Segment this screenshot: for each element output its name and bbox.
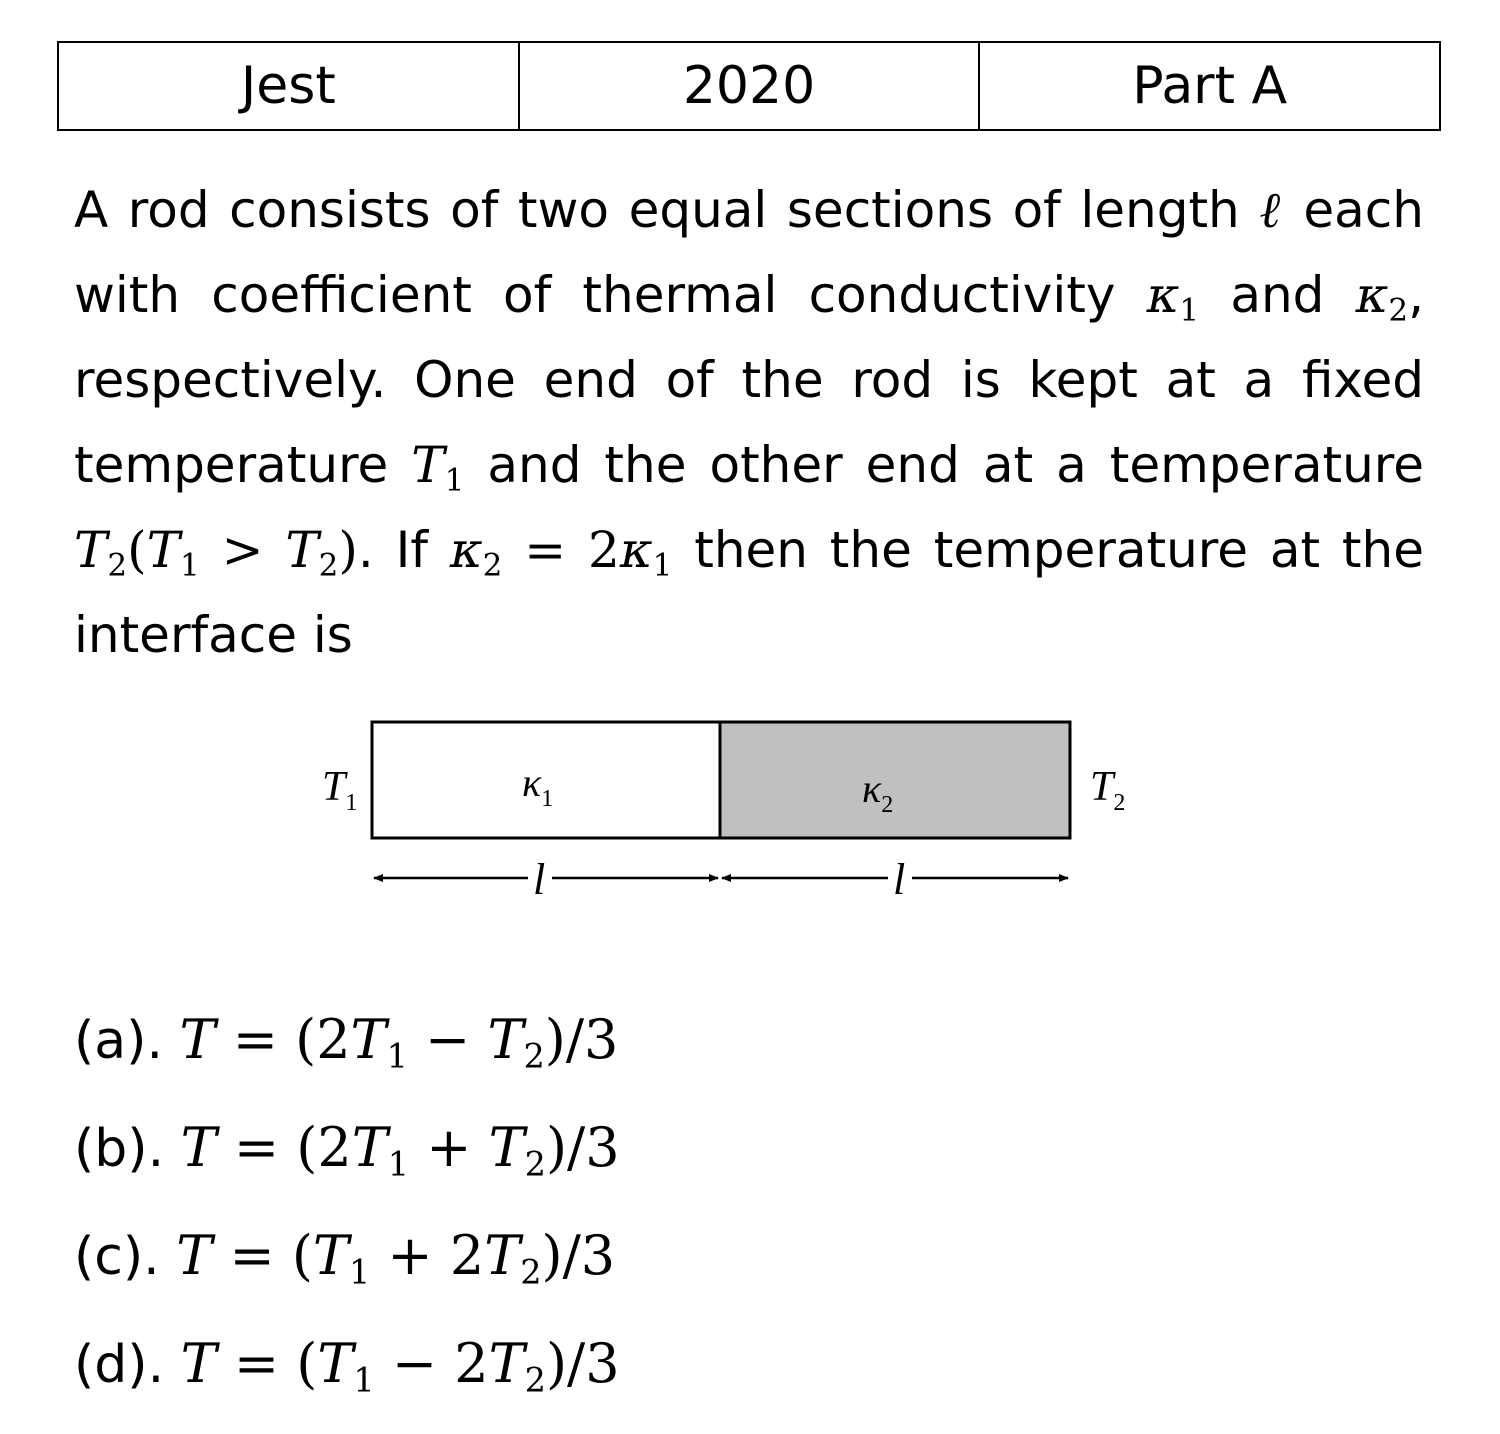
kappa2-label: $\kappa_2$ bbox=[862, 766, 894, 818]
option-expression: $T = (2T_1 + T_2)/3$ bbox=[180, 1116, 620, 1184]
length-label-2: l bbox=[893, 855, 906, 900]
header-year: 2020 bbox=[520, 43, 981, 129]
header-part: Part A bbox=[1132, 56, 1288, 116]
option-label: (d). bbox=[74, 1335, 165, 1395]
option-b[interactable] bbox=[74, 1108, 974, 1216]
length-label-1: l bbox=[533, 855, 546, 900]
rod-section-1 bbox=[372, 722, 720, 838]
option-label: (c). bbox=[74, 1227, 160, 1287]
option-label: (b). bbox=[74, 1119, 165, 1179]
t2-condition: $T_2(T_1 > T_2)$ bbox=[74, 521, 358, 584]
kappa1-symbol: $\kappa_1$ bbox=[1146, 266, 1200, 329]
right-temperature-label: $T_2$ bbox=[1090, 764, 1126, 816]
option-c[interactable] bbox=[74, 1216, 974, 1324]
header-table bbox=[57, 41, 1441, 131]
option-label: (a). bbox=[74, 1011, 163, 1071]
option-expression: $T = (2T_1 - T_2)/3$ bbox=[179, 1008, 619, 1076]
option-a[interactable] bbox=[74, 1000, 974, 1108]
answer-options bbox=[74, 1000, 974, 1432]
t1-symbol: $T_1$ bbox=[411, 436, 465, 499]
length-symbol: ℓ bbox=[1259, 181, 1284, 239]
option-expression: $T = (T_1 - 2T_2)/3$ bbox=[180, 1332, 620, 1400]
rod-diagram bbox=[300, 710, 1160, 900]
kappa2-symbol: $\kappa_2$ bbox=[1355, 266, 1409, 329]
option-expression: $T = (T_1 + 2T_2)/3$ bbox=[176, 1224, 616, 1292]
rod-section-2 bbox=[720, 722, 1070, 838]
option-d[interactable] bbox=[74, 1324, 974, 1432]
question-text: A rod consists of two equal sections of length ℓ each with coefficient of thermal conductivity $\kappa_1$ and $\kappa_2$, respectively. One end of the rod is kept at a fixed temperature $T_1$ and the other end at a temperature $T_2(T_1 > T_2)$. If $\kappa_2 = 2\kappa_1$ then the temperature at the interface is bbox=[74, 181, 1424, 664]
kappa-relation: $\kappa_2 = 2\kappa_1$ bbox=[449, 521, 673, 584]
kappa1-label: $\kappa_1$ bbox=[522, 760, 554, 812]
header-exam: Jest bbox=[59, 43, 520, 129]
left-temperature-label: $T_1$ bbox=[322, 764, 358, 816]
